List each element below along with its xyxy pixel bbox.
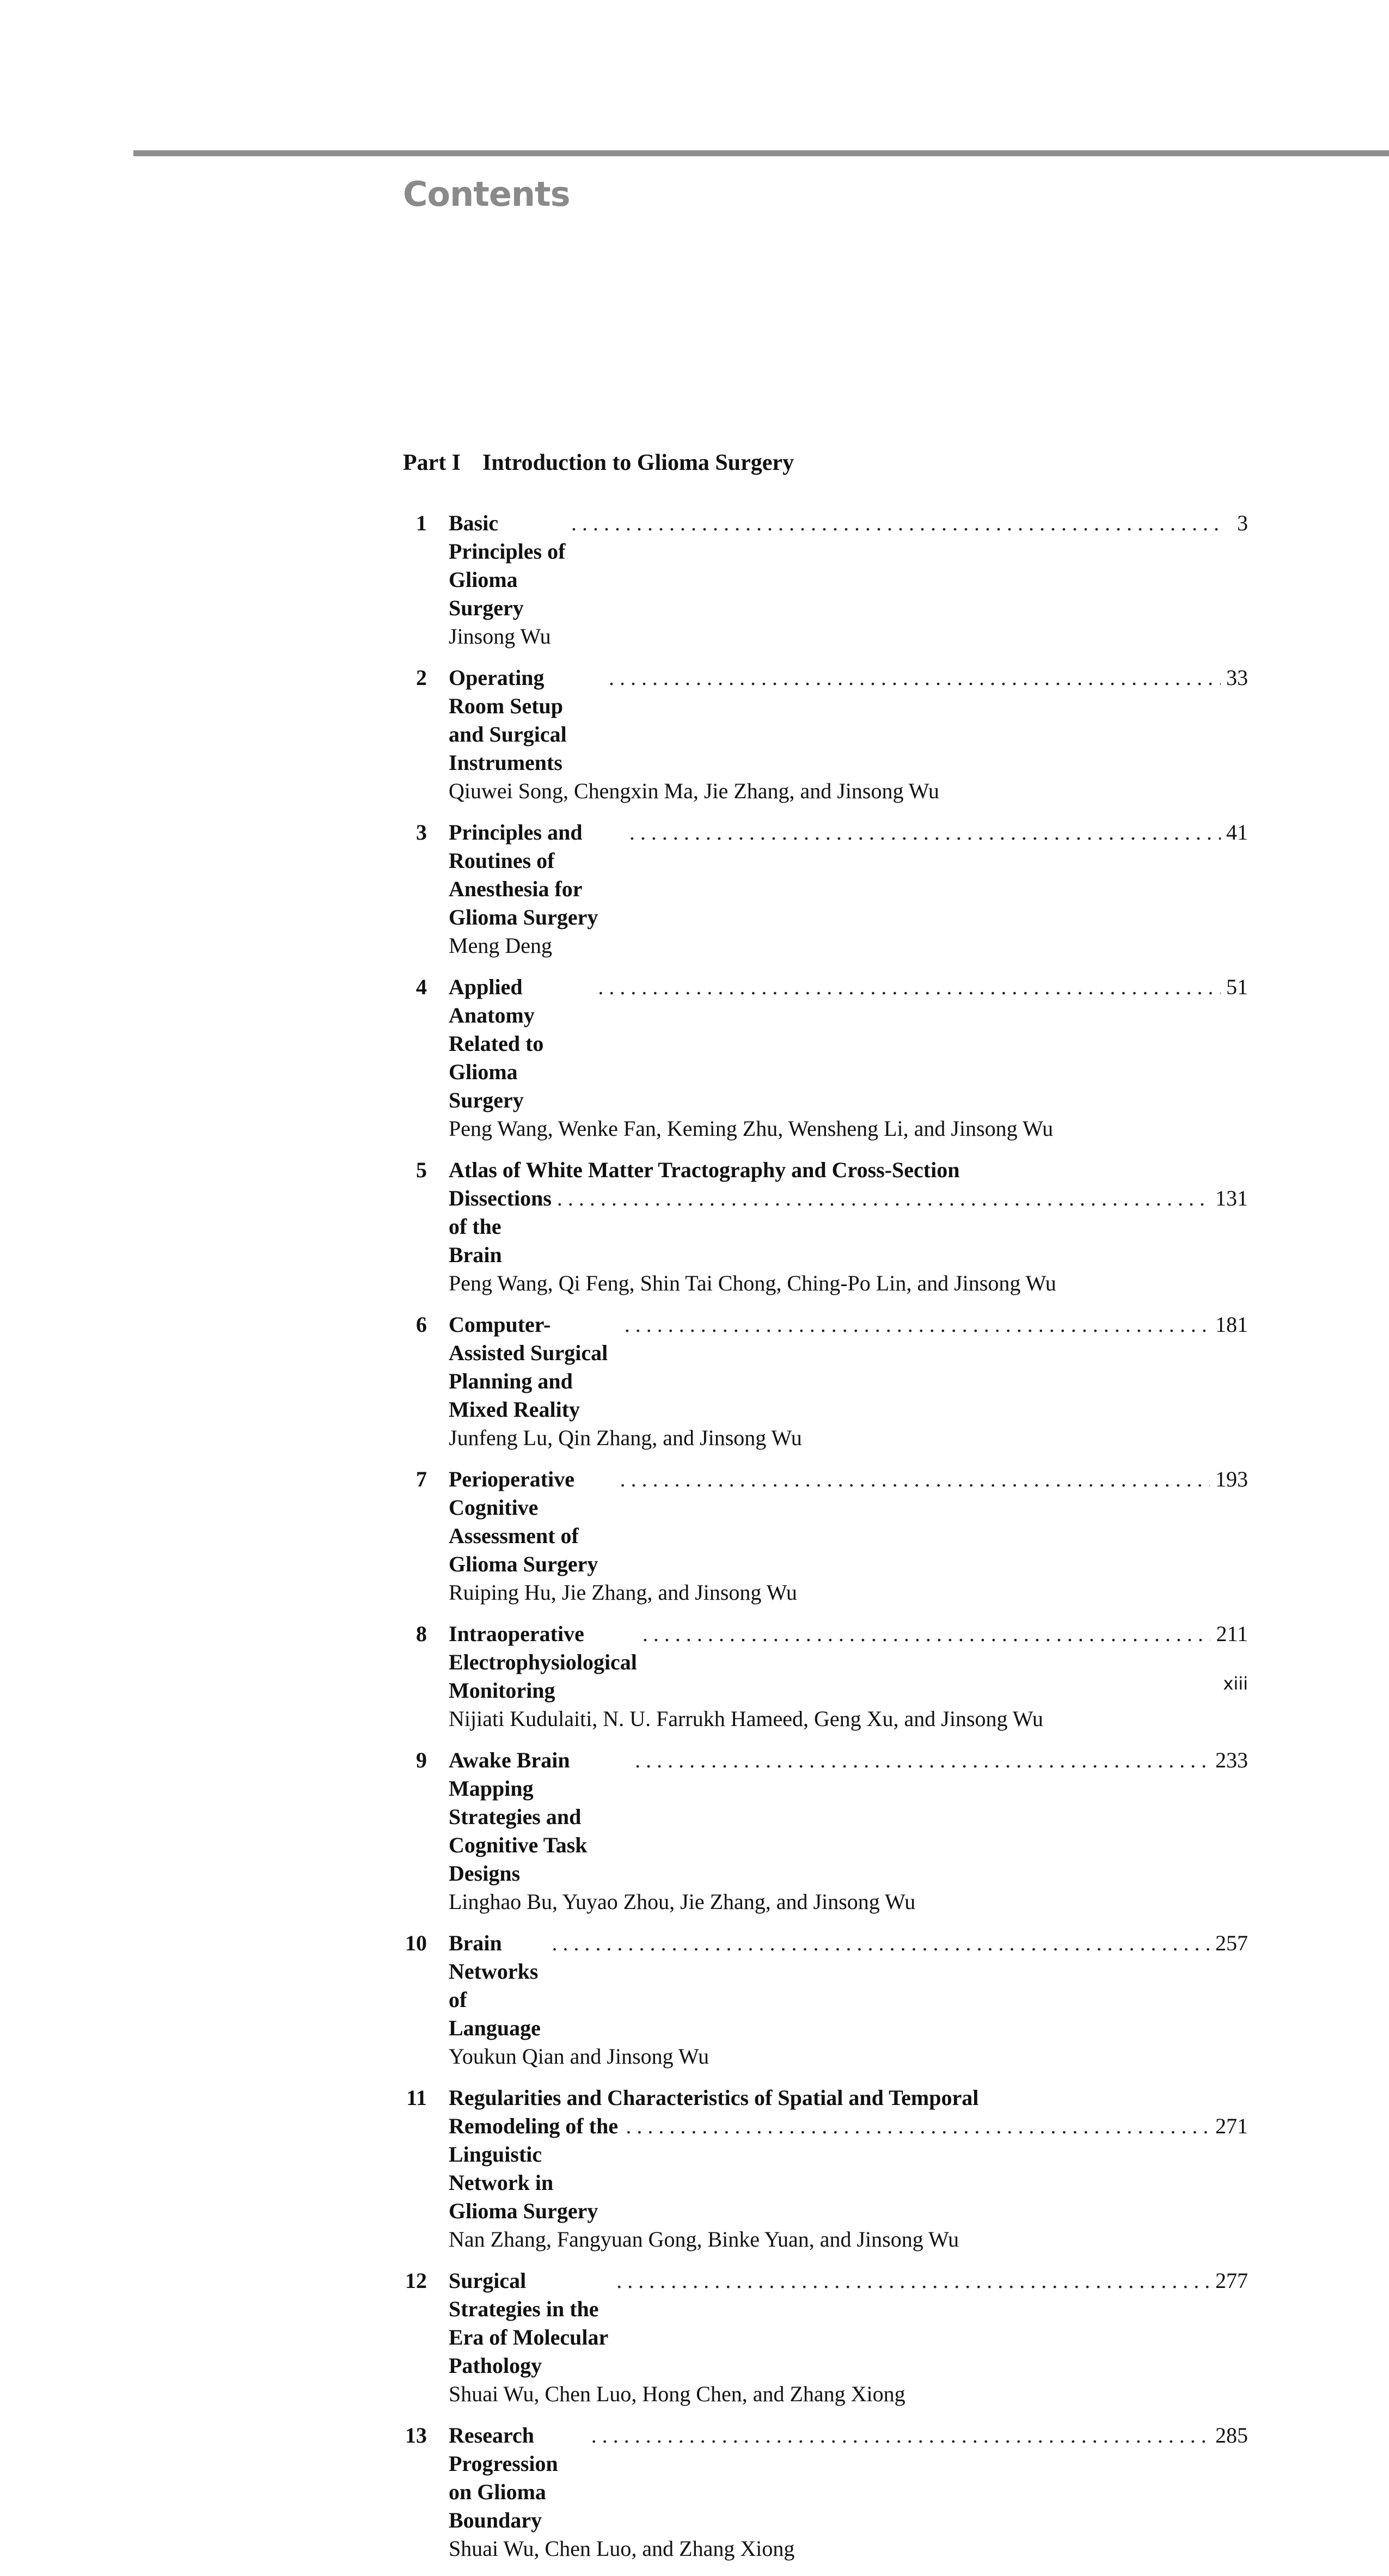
page-number: 211 [1216,1622,1248,1646]
chapter-number: 2 [416,665,427,690]
dot-leader [557,1184,1210,1213]
dot-leader [626,2112,1210,2140]
chapter-title[interactable]: Awake Brain Mapping Strategies and Cognitive Task Designs [449,1748,588,1886]
chapter-authors: Nijiati Kudulaiti, N. U. Farrukh Hameed, Geng Xu, and Jinsong Wu [449,1706,1043,1731]
chapter-number: 13 [405,2423,427,2447]
chapter-number: 11 [406,2085,427,2110]
part-title: Introduction to Glioma Surgery [482,450,794,475]
chapter-number: 1 [416,511,427,535]
part-heading [403,450,794,476]
toc-entry-9[interactable] [397,1746,1248,1916]
chapter-title[interactable]: Perioperative Cognitive Assessment of Glioma Surgery [449,1467,598,1576]
dot-leader [620,1465,1210,1494]
dot-leader [591,2421,1210,2450]
toc-entry-10[interactable] [397,1929,1248,2071]
top-rule [133,150,1389,156]
chapter-authors: Jinsong Wu [449,624,551,648]
toc-entry-7[interactable] [397,1465,1248,1607]
page-number: 271 [1215,2114,1248,2138]
dot-leader [629,818,1221,847]
page-number: 181 [1215,1312,1248,1337]
chapter-title[interactable]: Surgical Strategies in the Era of Molecular Pathology [449,2268,608,2378]
chapter-title-line-1[interactable]: Atlas of White Matter Tractography and Cross-Section [449,1158,960,1182]
chapter-authors: Peng Wang, Qi Feng, Shin Tai Chong, Ching-Po Lin, and Jinsong Wu [449,1271,1056,1295]
page-number: 285 [1215,2423,1248,2447]
chapter-number: 8 [416,1622,427,1646]
chapter-number: 10 [405,1931,427,1955]
chapter-authors: Meng Deng [449,933,552,958]
page-number: 51 [1226,975,1248,999]
toc-entry-13[interactable] [397,2421,1248,2563]
chapter-authors: Peng Wang, Wenke Fan, Keming Zhu, Wensheng Li, and Jinsong Wu [449,1116,1054,1141]
chapter-authors: Ruiping Hu, Jie Zhang, and Jinsong Wu [449,1580,797,1605]
chapter-number: 4 [416,975,427,999]
chapter-title-line-1[interactable]: Regularities and Characteristics of Spatial and Temporal [449,2085,979,2110]
chapter-authors: Shuai Wu, Chen Luo, Hong Chen, and Zhang Xiong [449,2382,905,2406]
page-title: Contents [403,174,570,214]
page-number: 131 [1215,1186,1248,1210]
toc-entry-5[interactable] [397,1156,1248,1298]
dot-leader [598,973,1221,1001]
page-number: 257 [1215,1931,1248,1955]
toc-entry-12[interactable] [397,2267,1248,2408]
dot-leader [625,1311,1210,1339]
chapter-title[interactable]: Principles and Routines of Anesthesia for Glioma Surgery [449,820,598,929]
dot-leader [571,509,1221,537]
chapter-authors: Youkun Qian and Jinsong Wu [449,2044,709,2069]
chapter-title[interactable]: Brain Networks of Language [449,1931,541,2040]
chapter-title[interactable]: Dissections of the Brain [449,1186,552,1267]
chapter-authors: Junfeng Lu, Qin Zhang, and Jinsong Wu [449,1425,802,1450]
page-number: 277 [1215,2268,1248,2293]
chapter-authors: Nan Zhang, Fangyuan Gong, Binke Yuan, and Jinsong Wu [449,2227,959,2251]
chapter-number: 3 [416,820,427,845]
chapter-title[interactable]: Intraoperative Electrophysiological Monitoring [449,1622,637,1703]
chapter-number: 9 [416,1748,427,1772]
dot-leader [552,1929,1210,1957]
chapter-title[interactable]: Computer-Assisted Surgical Planning and Mixed Reality [449,1312,608,1422]
chapter-title[interactable]: Operating Room Setup and Surgical Instruments [449,665,567,775]
toc-entry-1[interactable] [397,509,1248,651]
dot-leader [609,664,1221,692]
chapter-authors: Qiuwei Song, Chengxin Ma, Jie Zhang, and Jinsong Wu [449,779,939,803]
dot-leader [643,1620,1211,1648]
dot-leader [616,2267,1210,2295]
dot-leader [635,1746,1210,1775]
page-number: 193 [1215,1467,1248,1491]
chapter-authors: Linghao Bu, Yuyao Zhou, Jie Zhang, and Jinsong Wu [449,1889,916,1914]
chapter-title[interactable]: Basic Principles of Glioma Surgery [449,511,566,620]
toc-entry-4[interactable] [397,973,1248,1143]
chapter-number: 5 [416,1158,427,1182]
toc-entry-8[interactable] [397,1620,1248,1733]
part-number: Part I [403,450,461,475]
toc-list [397,509,1248,2576]
folio-page-number: xiii [1223,1673,1248,1694]
chapter-authors: Shuai Wu, Chen Luo, and Zhang Xiong [449,2536,795,2561]
chapter-title[interactable]: Applied Anatomy Related to Glioma Surgery [449,975,544,1112]
page-number: 41 [1226,820,1248,845]
chapter-title[interactable]: Research Progression on Glioma Boundary [449,2423,558,2532]
toc-entry-3[interactable] [397,818,1248,960]
chapter-title[interactable]: Remodeling of the Linguistic Network in Glioma Surgery [449,2114,619,2223]
chapter-number: 12 [405,2268,427,2293]
chapter-number: 6 [416,1312,427,1337]
toc-entry-11[interactable] [397,2084,1248,2254]
chapter-number: 7 [416,1467,427,1491]
page-number: 3 [1237,511,1248,535]
page-number: 33 [1226,665,1248,690]
toc-entry-6[interactable] [397,1311,1248,1452]
page-number: 233 [1215,1748,1248,1772]
toc-entry-2[interactable] [397,664,1248,805]
